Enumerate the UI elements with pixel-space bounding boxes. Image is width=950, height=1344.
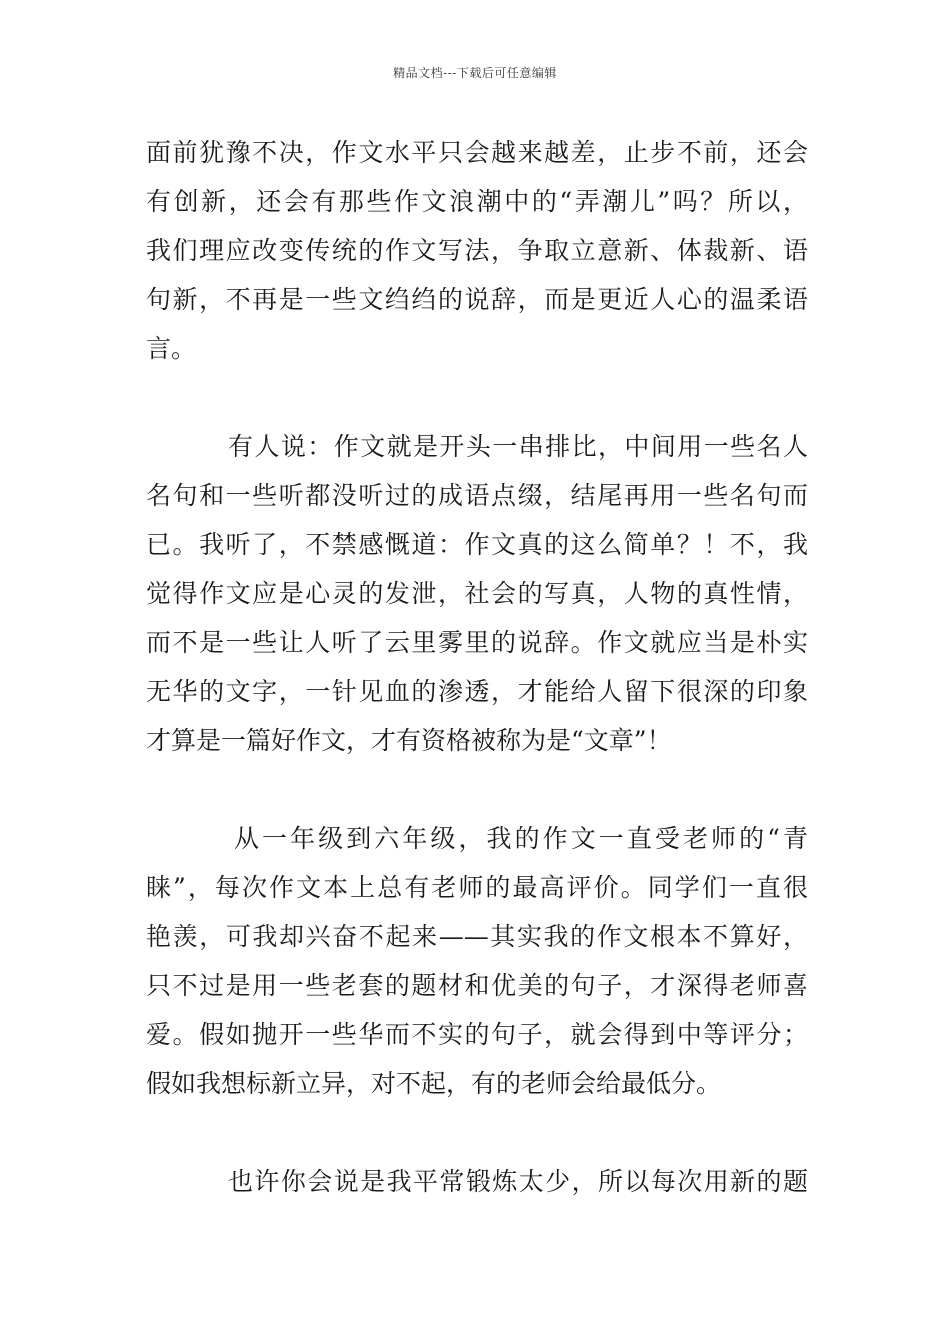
document-body	[146, 128, 808, 1255]
text-line: 爱。假如抛开一些华而不实的句子，就会得到中等评分；	[146, 1020, 808, 1049]
text-line: 觉得作文应是心灵的发泄，社会的写真，人物的真性情，	[146, 579, 808, 608]
text-line: 睐”，每次作文本上总有老师的最高评价。同学们一直很	[146, 873, 808, 902]
text-line: 而不是一些让人听了云里雾里的说辞。作文就应当是朴实	[146, 628, 808, 657]
text-line: 才算是一篇好作文，才有资格被称为是“文章”！	[146, 726, 672, 755]
paragraph-1	[146, 128, 808, 373]
text-line: 面前犹豫不决，作文水平只会越来越差，止步不前，还会	[146, 138, 808, 167]
text-line: 也许你会说是我平常锻炼太少，所以每次用新的题	[228, 1167, 808, 1196]
text-line: 我们理应改变传统的作文写法，争取立意新、体裁新、语	[146, 236, 808, 265]
text-line: 无华的文字，一针见血的渗透，才能给人留下很深的印象	[146, 677, 808, 706]
text-line: 言。	[146, 334, 197, 363]
text-line: 有人说：作文就是开头一串排比，中间用一些名人	[228, 432, 808, 461]
text-line: 从一年级到六年级，我的作文一直受老师的“青	[234, 824, 808, 853]
text-line: 只不过是用一些老套的题材和优美的句子，才深得老师喜	[146, 971, 808, 1000]
text-line: 假如我想标新立异，对不起，有的老师会给最低分。	[146, 1069, 722, 1098]
text-line: 有创新，还会有那些作文浪潮中的“弄潮儿”吗？所以，	[146, 187, 808, 216]
text-line: 艳羡，可我却兴奋不起来——其实我的作文根本不算好，	[146, 922, 808, 951]
text-line: 句新，不再是一些文绉绉的说辞，而是更近人心的温柔语	[146, 285, 808, 314]
paragraph-2	[146, 422, 808, 765]
paragraph-4	[146, 1157, 808, 1206]
text-line: 已。我听了，不禁感慨道：作文真的这么简单？！不，我	[146, 530, 808, 559]
paragraph-3	[146, 814, 808, 1108]
text-line: 名句和一些听都没听过的成语点缀，结尾再用一些名句而	[146, 481, 808, 510]
page-header: 精品文档---下载后可任意编辑	[393, 66, 557, 80]
